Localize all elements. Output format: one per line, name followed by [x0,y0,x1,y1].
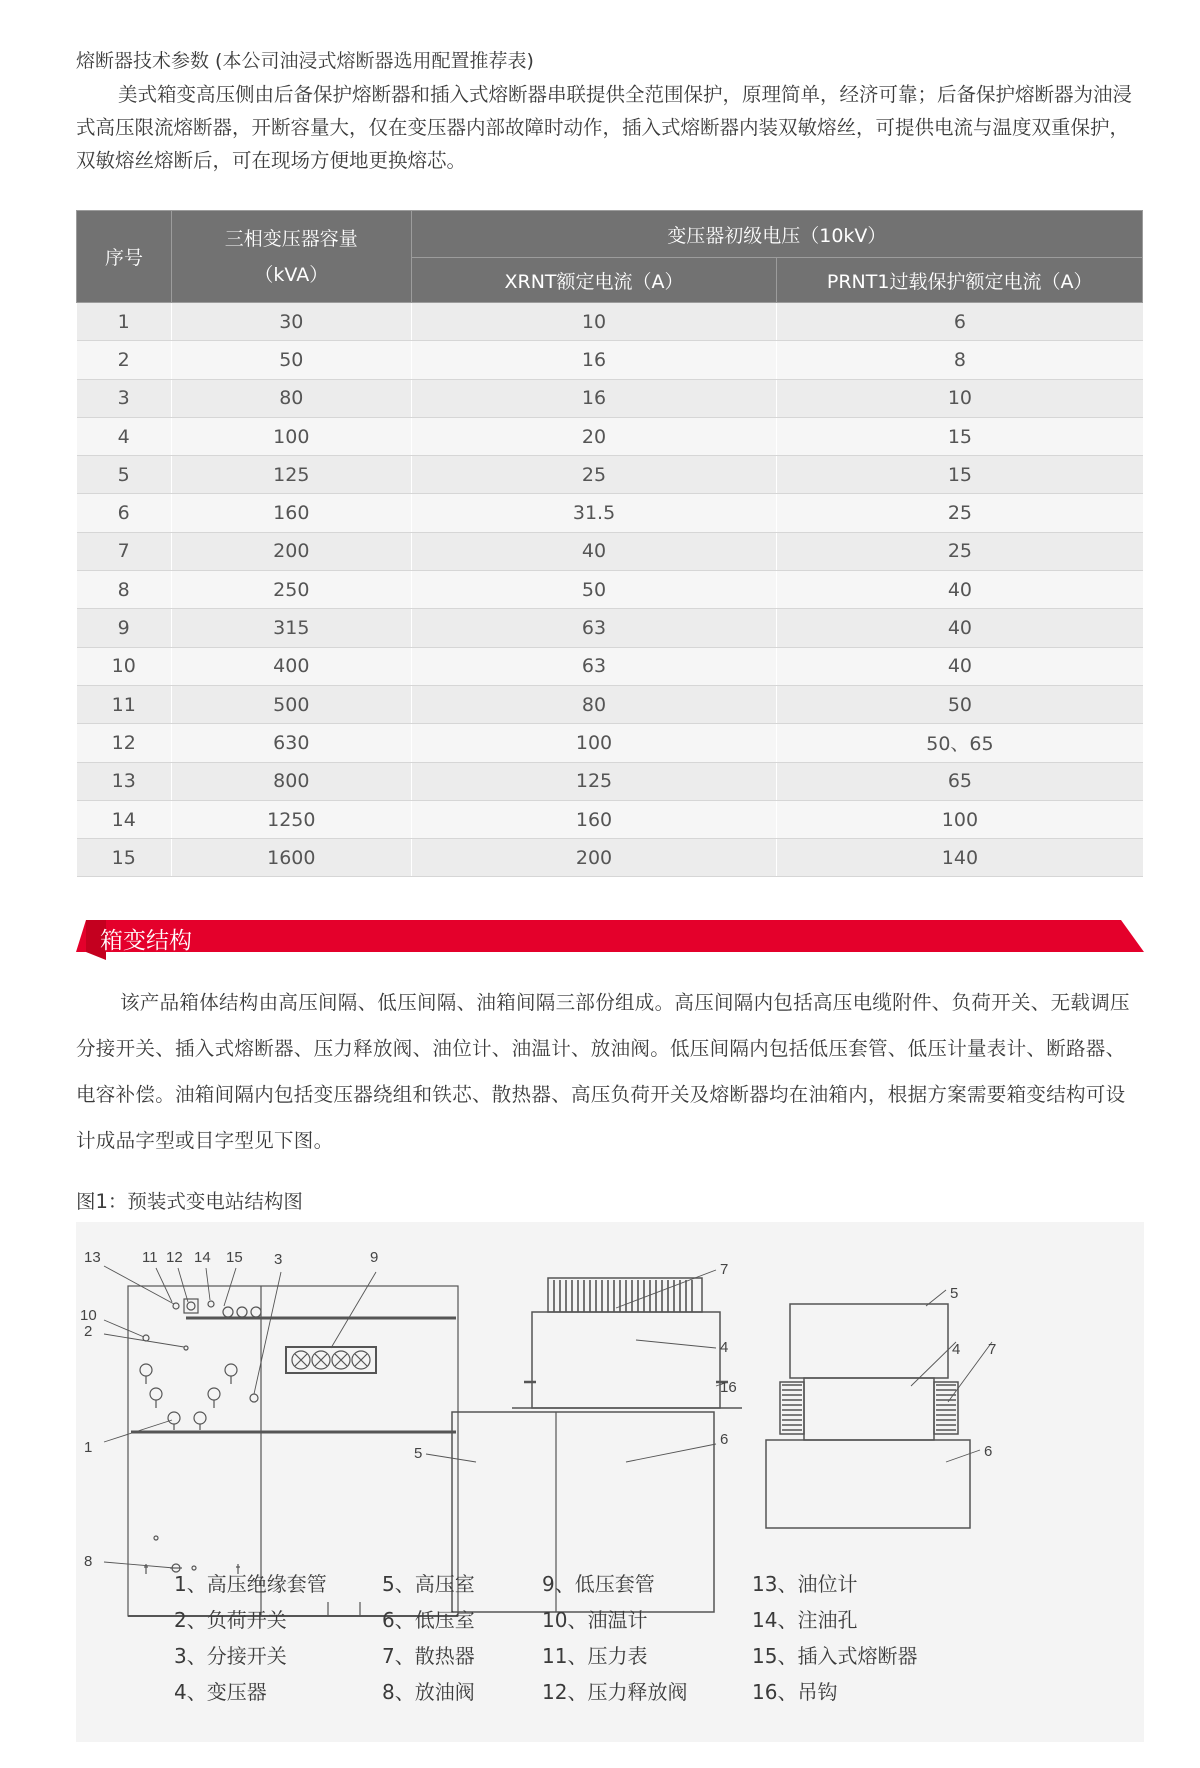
table-cell: 40 [777,609,1143,647]
callout-5-end: 5 [950,1285,959,1302]
table-row [77,685,1143,723]
callout-2: 2 [84,1323,93,1340]
table-cell: 160 [171,494,411,532]
side-view [426,1270,742,1612]
table-cell: 500 [171,685,411,723]
table-row [77,762,1143,800]
table-cell: 80 [171,379,411,417]
table-cell: 160 [411,800,777,838]
table-cell: 630 [171,724,411,762]
table-cell: 15 [777,417,1143,455]
table-cell: 3 [77,379,172,417]
table-cell: 125 [411,762,777,800]
table-cell: 315 [171,609,411,647]
callout-6: 6 [720,1431,729,1448]
table-cell: 100 [777,800,1143,838]
callout-6-end: 6 [984,1443,993,1460]
table-cell: 1600 [171,839,411,877]
table-row [77,532,1143,570]
table-cell: 8 [77,571,172,609]
intro-title: 熔断器技术参数 (本公司油浸式熔断器选用配置推荐表) [76,50,534,72]
callout-8: 8 [84,1553,93,1570]
callout-1: 1 [84,1439,93,1456]
table-cell: 40 [777,571,1143,609]
legend-item: 15、插入式熔断器 [752,1644,918,1668]
front-view [104,1266,458,1616]
legend-item: 6、低压室 [382,1608,475,1632]
tap-changer-mark [250,1394,258,1402]
table-row [77,341,1143,379]
callout-14: 14 [194,1249,211,1266]
table-cell: 2 [77,341,172,379]
high-voltage-bushings [140,1364,237,1430]
table-cell: 6 [777,303,1143,341]
legend-item: 8、放油阀 [382,1680,475,1704]
callout-9: 9 [370,1249,379,1266]
table-cell: 7 [77,532,172,570]
figure-panel [76,1222,1144,1742]
table-cell: 12 [77,724,172,762]
callout-3: 3 [274,1251,283,1268]
legend-item: 10、油温计 [542,1608,648,1632]
legend-item: 9、低压套管 [542,1572,655,1596]
header-capacity-line2: （kVA） [254,263,329,286]
callout-4-end: 4 [952,1341,961,1358]
table-row [77,571,1143,609]
transformer-tank [532,1312,720,1408]
table-cell: 65 [777,762,1143,800]
end-view-leaders [911,1290,992,1462]
header-prnt: PRNT1过载保护额定电流（A） [777,258,1143,303]
table-row [77,839,1143,877]
header-capacity-line1: 三相变压器容量 [224,227,358,250]
legend-item: 11、压力表 [542,1644,648,1668]
insert-fuse-mark-3 [251,1307,261,1317]
table-row [77,724,1143,762]
table-cell: 63 [411,609,777,647]
table-cell: 25 [411,456,777,494]
oil-fill-hole-mark [208,1301,214,1307]
table-row [77,609,1143,647]
table-cell: 40 [411,532,777,570]
table-cell: 5 [77,456,172,494]
front-view-leaders [104,1266,376,1568]
structure-paragraph: 该产品箱体结构由高压间隔、低压间隔、油箱间隔三部份组成。高压间隔内包括高压电缆附件、负荷开关、无载调压分接开关、插入式熔断器、压力释放阀、油位计、油温计、放油阀。低压间隔内包括低压套管、低压计量表计、断路器、电容补偿。油箱间隔内包括变压器绕组和铁芯、散热器、高压负荷开关及熔断器均在油箱内，根据方案需要箱变结构可设计成品字型或目字型见下图。 [76,991,1130,1152]
end-view-high-voltage-room [790,1304,948,1378]
table-cell: 1250 [171,800,411,838]
table-cell: 15 [77,839,172,877]
table-row [77,417,1143,455]
table-cell: 31.5 [411,494,777,532]
legend-item: 14、注油孔 [752,1608,858,1632]
table-row [77,303,1143,341]
callout-13: 13 [84,1249,101,1266]
header-voltage-group: 变压器初级电压（10kV） [411,211,1142,258]
fitting-mark-1 [154,1536,158,1540]
table-cell: 50 [411,571,777,609]
table-cell: 11 [77,685,172,723]
callout-12: 12 [166,1249,183,1266]
table-cell: 800 [171,762,411,800]
figure-caption: 图1：预装式变电站结构图 [76,1190,303,1213]
callout-labels [80,1249,996,1570]
legend-item: 4、变压器 [174,1680,267,1704]
table-cell: 50 [171,341,411,379]
table-row [77,800,1143,838]
table-cell: 10 [777,379,1143,417]
table-cell: 13 [77,762,172,800]
header-xrnt: XRNT额定电流（A） [411,258,777,303]
table-cell: 1 [77,303,172,341]
table-cell: 4 [77,417,172,455]
insert-fuse-mark-1 [223,1307,233,1317]
table-cell: 50 [777,685,1143,723]
intro-paragraph: 美式箱变高压侧由后备保护熔断器和插入式熔断器串联提供全范围保护，原理简单，经济可靠；后备保护熔断器为油浸式高压限流熔断器，开断容量大，仅在变压器内部故障时动作，插入式熔断器内装双敏熔丝，可提供电流与温度双重保护，双敏熔丝熔断后，可在现场方便地更换熔芯。 [76,83,1133,172]
table-cell: 16 [411,341,777,379]
table-cell: 200 [411,839,777,877]
table-row [77,494,1143,532]
table-cell: 20 [411,417,777,455]
callout-7: 7 [720,1261,729,1278]
table-row [77,647,1143,685]
legend-item: 3、分接开关 [174,1644,287,1668]
table-cell: 10 [77,647,172,685]
low-voltage-bushings [292,1351,370,1369]
callout-5: 5 [414,1445,423,1462]
callout-11: 11 [142,1249,158,1266]
legend-item: 5、高压室 [382,1572,475,1596]
table-row [77,379,1143,417]
callout-15: 15 [226,1249,243,1266]
end-view [766,1290,992,1528]
table-row [77,456,1143,494]
legend-item: 1、高压绝缘套管 [174,1572,327,1596]
table-cell: 25 [777,494,1143,532]
callout-7-end: 7 [988,1341,997,1358]
legend-item: 13、油位计 [752,1572,858,1596]
pressure-relief-valve-mark [184,1299,198,1313]
end-view-low-voltage-room [766,1440,970,1528]
legend-item: 16、吊钩 [752,1680,838,1704]
radiator-fin-lines [554,1280,692,1312]
radiator-fins [548,1278,702,1312]
table-cell: 10 [411,303,777,341]
table-cell: 50、65 [777,724,1143,762]
table-cell: 200 [171,532,411,570]
table-cell: 8 [777,341,1143,379]
table-cell: 100 [411,724,777,762]
end-view-transformer [804,1378,934,1440]
pressure-relief-valve-inner [187,1302,195,1310]
table-cell: 16 [411,379,777,417]
header-capacity [171,211,411,303]
section-title: 箱变结构 [100,928,192,954]
load-switch-mark [184,1346,188,1350]
table-cell: 140 [777,839,1143,877]
front-view-outline [128,1286,458,1616]
table-cell: 63 [411,647,777,685]
table-cell: 40 [777,647,1143,685]
table-cell: 14 [77,800,172,838]
table-cell: 125 [171,456,411,494]
end-view-radiator-fins [782,1385,956,1430]
header-index: 序号 [77,211,172,303]
callout-16: 16 [720,1379,737,1396]
table-cell: 80 [411,685,777,723]
table-cell: 9 [77,609,172,647]
callout-4: 4 [720,1339,729,1356]
legend-item: 12、压力释放阀 [542,1680,688,1704]
legend-item: 2、负荷开关 [174,1608,287,1632]
section-header-bar [76,916,1144,966]
fuse-spec-table [76,210,1143,877]
callout-10: 10 [80,1307,97,1324]
table-cell: 15 [777,456,1143,494]
table-cell: 250 [171,571,411,609]
table-cell: 100 [171,417,411,455]
table-cell: 400 [171,647,411,685]
insert-fuse-mark-2 [237,1307,247,1317]
legend-item: 7、散热器 [382,1644,475,1668]
side-view-leaders [426,1270,728,1462]
table-cell: 6 [77,494,172,532]
table-cell: 30 [171,303,411,341]
table-cell: 25 [777,532,1143,570]
